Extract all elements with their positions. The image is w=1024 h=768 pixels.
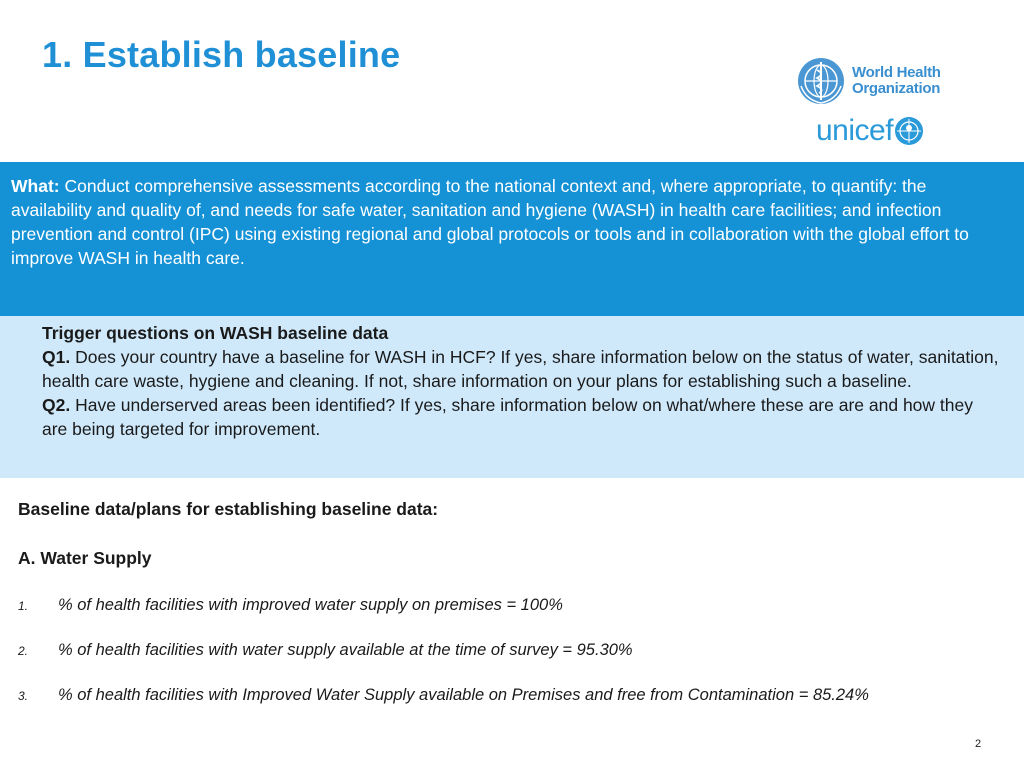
q2-text: Have underserved areas been identified? If yes, share information below on what/where these are are and how they are being targeted for improvement.: [42, 395, 973, 439]
unicef-wordmark: unicef: [816, 114, 894, 147]
list-item: [18, 686, 1008, 705]
list-item: [18, 596, 1008, 615]
who-logo: [796, 56, 966, 106]
what-description: Conduct comprehensive assessments according to the national context and, where appropriate, to quantify: the availability and quality of, and needs for safe water, sanitation and hygiene (WASH) in health care facilities; and infection prevention and control (IPC) using existing regional and global protocols or tools and in collaboration with the global effort to improve WASH in health care.: [11, 176, 969, 268]
list-item-number: 2.: [18, 644, 29, 658]
unicef-logo: [816, 114, 966, 148]
list-item: [18, 641, 1008, 660]
trigger-heading: Trigger questions on WASH baseline data: [42, 323, 389, 343]
list-item-text: % of health facilities with improved water supply on premises = 100%: [58, 596, 563, 614]
trigger-questions-section: [0, 316, 1024, 478]
what-label: What:: [11, 176, 60, 196]
q1-label: Q1.: [42, 347, 71, 367]
section-water-supply: A. Water Supply: [18, 548, 152, 568]
trigger-questions: [42, 321, 1002, 441]
question-1: [42, 345, 1002, 393]
q1-text: Does your country have a baseline for WASH in HCF? If yes, share information below on the status of water, sanitation, health care waste, hygiene and cleaning. If not, share information on your plans for establishing such a baseline.: [42, 347, 999, 391]
who-emblem-icon: [796, 56, 846, 106]
what-paragraph: [11, 174, 1011, 270]
list-item-number: 3.: [18, 689, 29, 703]
baseline-heading: Baseline data/plans for establishing baseline data:: [18, 499, 439, 519]
q2-label: Q2.: [42, 395, 71, 415]
unicef-emblem-icon: [893, 115, 925, 147]
page-title: 1. Establish baseline: [42, 34, 401, 75]
who-wordmark: [852, 65, 941, 97]
partner-logos: [796, 56, 966, 152]
list-item-text: % of health facilities with Improved Water Supply available on Premises and free from Contamination = 85.24%: [58, 686, 869, 704]
question-2: [42, 393, 1002, 441]
list-item-text: % of health facilities with water supply available at the time of survey = 95.30%: [58, 641, 633, 659]
page-number: 2: [975, 738, 982, 750]
what-section: [0, 162, 1024, 316]
list-item-number: 1.: [18, 599, 29, 613]
who-line1: World Health: [852, 64, 941, 81]
who-line2: Organization: [852, 80, 941, 97]
